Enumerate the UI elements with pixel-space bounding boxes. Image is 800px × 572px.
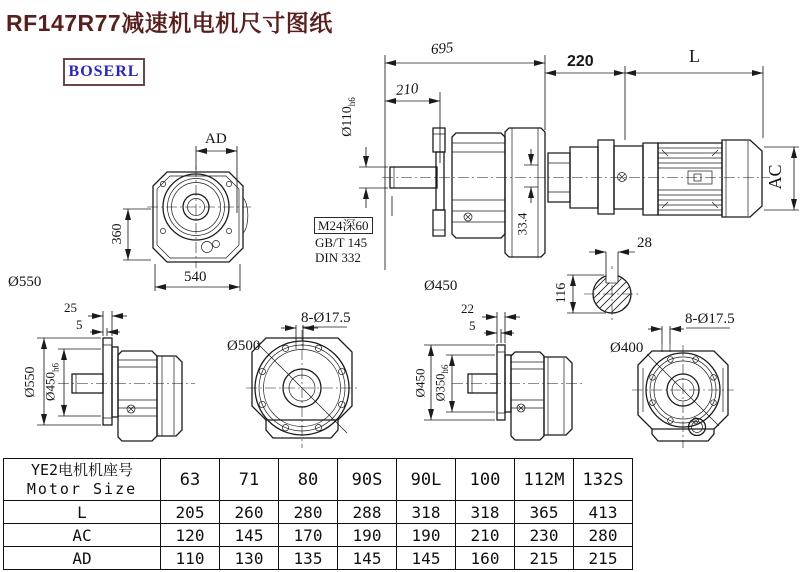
l-90l: 318 xyxy=(397,501,456,524)
l-90s: 288 xyxy=(338,501,397,524)
size-col-132s: 132S xyxy=(574,459,633,501)
dim-22-label: 22 xyxy=(461,301,474,316)
l-71: 260 xyxy=(220,501,279,524)
dim-540-label: 540 xyxy=(184,269,207,285)
size-col-63: 63 xyxy=(161,459,220,501)
ac-100: 210 xyxy=(456,524,515,547)
row-label-ad: AD xyxy=(4,547,161,570)
ac-63: 120 xyxy=(161,524,220,547)
ac-132s: 280 xyxy=(574,524,633,547)
ad-80: 135 xyxy=(279,547,338,570)
table-row-l xyxy=(4,501,633,524)
dim-33-4-label: 33.4 xyxy=(514,212,530,236)
ad-100: 160 xyxy=(456,547,515,570)
dim-l-label: L xyxy=(689,46,700,66)
ad-63: 110 xyxy=(161,547,220,570)
dim-695-label: 695 xyxy=(430,40,455,58)
ac-112m: 230 xyxy=(515,524,574,547)
table-header-row xyxy=(4,459,633,501)
row-label-l: L xyxy=(4,501,161,524)
row-label-ac: AC xyxy=(4,524,161,547)
ac-80: 170 xyxy=(279,524,338,547)
size-col-71: 71 xyxy=(220,459,279,501)
brand-logo xyxy=(63,58,145,86)
motor-size-table xyxy=(3,458,633,570)
size-col-112m: 112M xyxy=(515,459,574,501)
l-132s: 413 xyxy=(574,501,633,524)
table-header-motor-size xyxy=(4,459,161,501)
ad-71: 130 xyxy=(220,547,279,570)
gearbox-motor-side-view xyxy=(359,55,770,270)
dim-28-label: 28 xyxy=(637,235,652,251)
size-col-90l: 90L xyxy=(397,459,456,501)
ad-90s: 145 xyxy=(338,547,397,570)
dim-116-label: 116 xyxy=(554,282,569,304)
size-col-100: 100 xyxy=(456,459,515,501)
dia-400-label: Ø400 xyxy=(610,340,644,356)
holes-8x17-5-large-label: 8-Ø17.5 xyxy=(301,310,351,326)
l-80: 280 xyxy=(279,501,338,524)
dim-5a-label: 5 xyxy=(76,317,83,332)
size-col-90s: 90S xyxy=(338,459,397,501)
dia-550-label: Ø550 xyxy=(8,274,42,290)
thread-note-line2: GB/T 145 xyxy=(315,235,368,250)
page-title: RF147R77减速机电机尺寸图纸 xyxy=(6,10,333,36)
ac-71: 145 xyxy=(220,524,279,547)
table-row-ad xyxy=(4,547,633,570)
thread-note-line3: DIN 332 xyxy=(315,250,361,265)
dia-450-center-label: Ø450 xyxy=(424,278,458,294)
table-row-ac xyxy=(4,524,633,547)
dim-360-label: 360 xyxy=(110,223,125,245)
ad-132s: 215 xyxy=(574,547,633,570)
dim-25-label: 25 xyxy=(64,300,77,315)
dim-ac-label: AC xyxy=(765,164,785,190)
dim-210-label: 210 xyxy=(395,81,420,99)
thread-note-line1: M24深60 xyxy=(314,217,373,234)
l-63: 205 xyxy=(161,501,220,524)
size-col-80: 80 xyxy=(279,459,338,501)
dia-350h6-label: $Ø350_{h6}$ xyxy=(433,364,450,402)
flange-front-view-small xyxy=(632,326,734,448)
dim-5c-label: 5 xyxy=(469,318,476,333)
table-header-en: Motor Size xyxy=(26,479,138,498)
brand-logo-text: BOSERL xyxy=(68,63,140,80)
table-header-cn: YE2电机机座号 xyxy=(30,460,134,479)
l-100: 318 xyxy=(456,501,515,524)
dia-500-label: Ø500 xyxy=(227,338,261,354)
dim-shaft-dia-label: $Ø110_{h6}$ xyxy=(340,97,357,137)
dia-450h6-label: $Ø450_{h6}$ xyxy=(42,363,61,401)
ad-112m: 215 xyxy=(515,547,574,570)
dim-220-label: 220 xyxy=(567,53,594,70)
dia-450-small-label: Ø450 xyxy=(412,368,428,398)
ac-90l: 190 xyxy=(397,524,456,547)
flange-side-view-large xyxy=(37,311,195,441)
holes-8x17-5-small-label: 8-Ø17.5 xyxy=(685,311,735,327)
dia-550-flange-label: Ø550 xyxy=(23,366,38,398)
l-112m: 365 xyxy=(515,501,574,524)
ad-90l: 145 xyxy=(397,547,456,570)
ac-90s: 190 xyxy=(338,524,397,547)
dim-ad-label: AD xyxy=(205,131,227,147)
flange-front-view-large xyxy=(246,325,358,448)
